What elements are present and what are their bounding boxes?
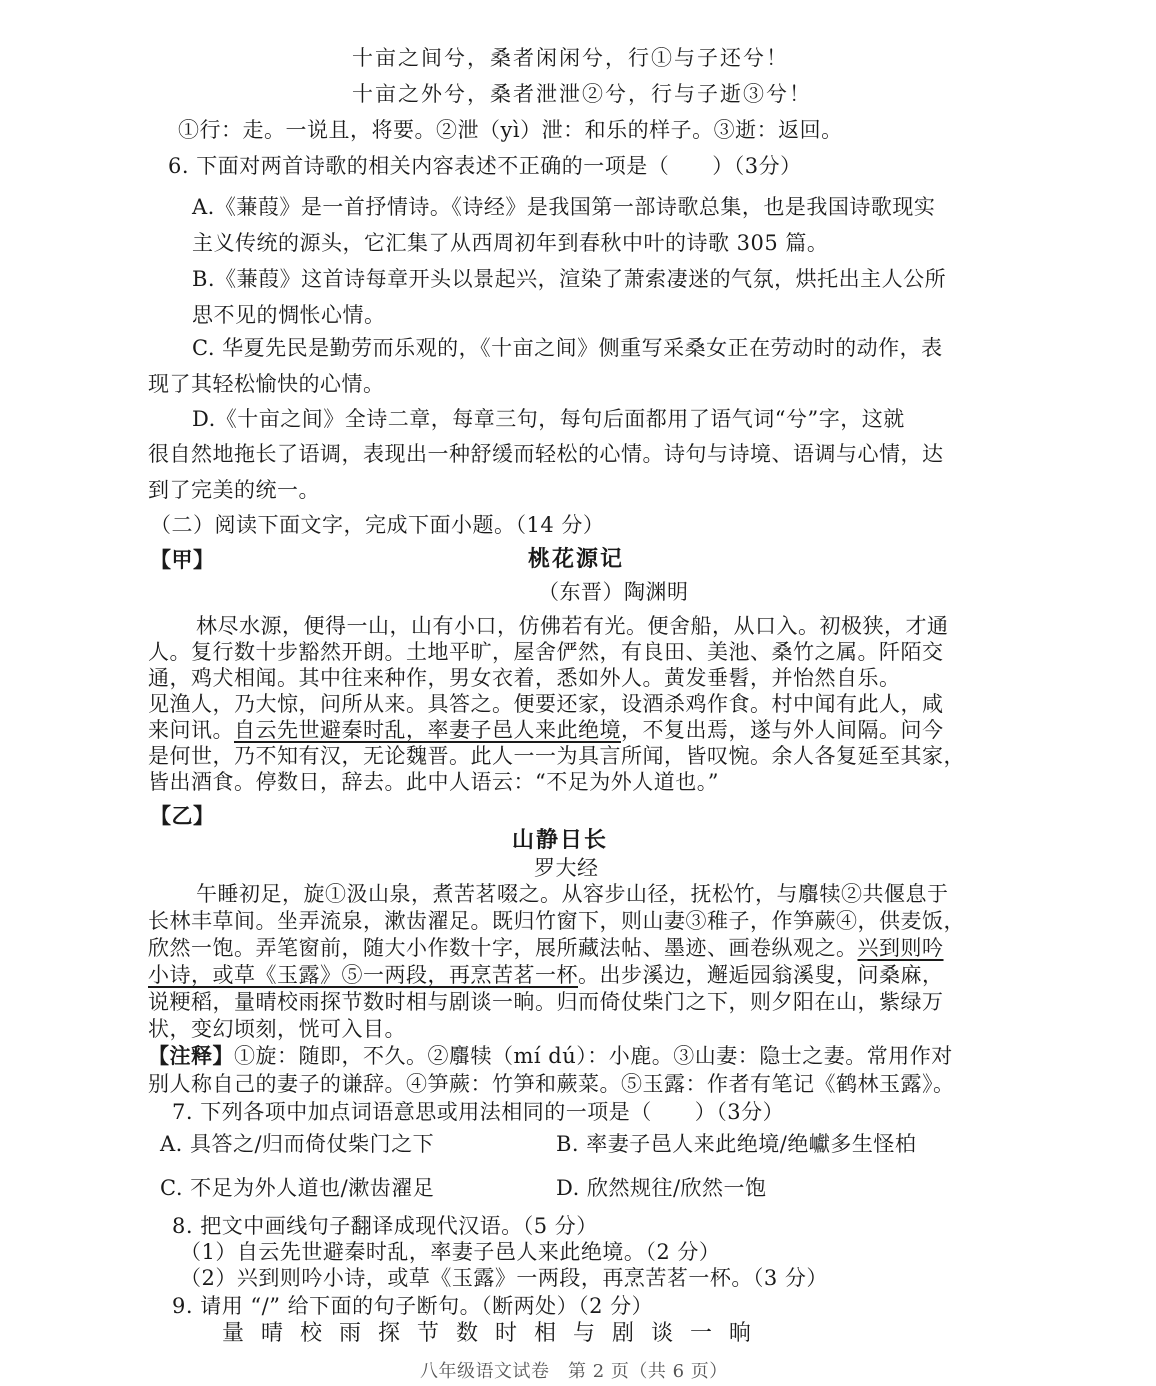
poem-notes: ①行：走。一说且，将要。②泄（yì）泄：和乐的样子。③逝：返回。 bbox=[178, 118, 843, 142]
q6-stem: 6. 下面对两首诗歌的相关内容表述不正确的一项是（ ）（3分） bbox=[168, 154, 802, 178]
q6-option-a-line1: A.《蒹葭》是一首抒情诗。《诗经》是我国第一部诗歌总集，也是我国诗歌现实 bbox=[192, 195, 936, 219]
q7-option-a: A. 具答之/归而倚仗柴门之下 bbox=[160, 1132, 435, 1156]
passage-yi-title: 山静日长 bbox=[512, 827, 609, 853]
passage-yi-line-5: 说粳稻，量晴校雨探节数时相与剧谈一晌。归而倚仗柴门之下，则夕阳在山，紫绿万 bbox=[148, 990, 944, 1014]
page-footer: 八年级语文试卷 第 2 页（共 6 页） bbox=[420, 1361, 728, 1382]
notes-label: 【注释】 bbox=[148, 1043, 234, 1068]
passage-jia-line-2: 人。复行数十步豁然开朗。土地平旷，屋舍俨然，有良田、美池、桑竹之属。阡陌交 bbox=[148, 640, 944, 664]
passage-jia-line-3: 通，鸡犬相闻。其中往来种作，男女衣着，悉如外人。黄发垂髫，并怡然自乐。 bbox=[148, 666, 901, 690]
q7-option-d: D. 欣然规往/欣然一饱 bbox=[556, 1176, 767, 1200]
passage-jia-line-5 bbox=[148, 716, 944, 744]
passage-yi-author: 罗大经 bbox=[534, 856, 599, 880]
passage-yi-underlined-start: 兴到则吟 bbox=[857, 936, 944, 960]
q6-option-b-line2: 思不见的惆怅心情。 bbox=[192, 303, 386, 327]
q6-option-d-line2: 很自然地拖长了语调，表现出一种舒缓而轻松的心情。诗句与诗境、语调与心情，达 bbox=[148, 442, 944, 466]
passage-jia-line-4: 见渔人，乃大惊，问所从来。具答之。便要还家，设酒杀鸡作食。村中闻有此人，咸 bbox=[148, 692, 944, 716]
q8-sentence-2: （2）兴到则吟小诗，或草《玉露》一两段，再烹苦茗一杯。（3 分） bbox=[180, 1266, 828, 1290]
q9-stem: 9. 请用 “/” 给下面的句子断句。（断两处）（2 分） bbox=[172, 1294, 654, 1318]
q6-option-b-line1: B.《蒹葭》这首诗每章开头以景起兴，渲染了萧索凄迷的气氛，烘托出主人公所 bbox=[192, 267, 947, 291]
poem-line-1: 十亩之间兮，桑者闲闲兮，行①与子还兮！ bbox=[352, 46, 789, 70]
q6-option-d-line3: 到了完美的统一。 bbox=[148, 478, 320, 502]
passage-jia-label: 【甲】 bbox=[150, 547, 215, 572]
q8-sentence-1: （1）自云先世避秦时乱，率妻子邑人来此绝境。（2 分） bbox=[180, 1240, 721, 1264]
passage-jia-line-6: 是何世，乃不知有汉，无论魏晋。此人一一为具言所闻，皆叹惋。余人各复延至其家， bbox=[148, 744, 965, 768]
q9-sentence: 量晴校雨探节数时相与剧谈一晌 bbox=[222, 1321, 769, 1346]
passage-jia-line-1: 林尽水源，便得一山，山有小口，仿佛若有光。便舍船，从口入。初极狭，才通 bbox=[196, 614, 949, 638]
q6-option-c-line2: 现了其轻松愉快的心情。 bbox=[148, 372, 385, 396]
passage-yi-underlined-end: 小诗，或草《玉露》⑤一两段，再烹苦茗一杯 bbox=[148, 963, 578, 987]
passage-jia-author: （东晋）陶渊明 bbox=[538, 580, 689, 604]
passage-jia-line-7: 皆出酒食。停数日，辞去。此中人语云：“不足为外人道也。” bbox=[148, 770, 719, 794]
passage-yi-line-2: 长林丰草间。坐弄流泉，漱齿濯足。既归竹窗下，则山妻③稚子，作笋蕨④，供麦饭， bbox=[148, 909, 965, 933]
q6-option-a-line2: 主义传统的源头，它汇集了从西周初年到春秋中叶的诗歌 305 篇。 bbox=[192, 231, 829, 255]
passage-yi-label: 【乙】 bbox=[150, 803, 215, 828]
part2-heading: （二）阅读下面文字，完成下面小题。（14 分） bbox=[150, 513, 605, 537]
passage-yi-line-3 bbox=[148, 934, 944, 962]
passage-jia-line-5-start: 来问讯。 bbox=[148, 718, 234, 742]
passage-yi-line-4-text: 。出步溪边，邂逅园翁溪叟，问桑麻， bbox=[578, 963, 944, 987]
q7-option-b: B. 率妻子邑人来此绝境/绝巘多生怪柏 bbox=[556, 1132, 917, 1156]
passage-jia-underlined-sentence: 自云先世避秦时乱，率妻子邑人来此绝境 bbox=[234, 718, 621, 742]
q7-option-c: C. 不足为外人道也/漱齿濯足 bbox=[160, 1176, 435, 1200]
passage-yi-line-3-text: 欣然一饱。弄笔窗前，随大小作数十字，展所藏法帖、墨迹、画卷纵观之。 bbox=[148, 936, 858, 960]
passage-yi-notes-line-1 bbox=[148, 1042, 953, 1070]
notes-text: ①旋：随即，不久。②麛犊（mí dú）：小鹿。③山妻：隐士之妻。常用作对 bbox=[234, 1044, 953, 1068]
q8-stem: 8. 把文中画线句子翻译成现代汉语。（5 分） bbox=[172, 1214, 598, 1238]
passage-yi-line-4 bbox=[148, 961, 944, 989]
poem-line-2: 十亩之外兮，桑者泄泄②兮，行与子逝③兮！ bbox=[352, 82, 812, 106]
passage-jia-title: 桃花源记 bbox=[528, 546, 625, 572]
passage-jia-line-5-end: ，不复出焉，遂与外人间隔。问今 bbox=[621, 718, 944, 742]
passage-yi-line-1: 午睡初足，旋①汲山泉，煮苦茗啜之。从容步山径，抚松竹，与麛犊②共偃息于 bbox=[196, 882, 949, 906]
q6-option-d-line1: D.《十亩之间》全诗二章，每章三句，每句后面都用了语气词“兮”字，这就 bbox=[192, 407, 905, 431]
q7-stem: 7. 下列各项中加点词语意思或用法相同的一项是（ ）（3分） bbox=[172, 1100, 785, 1124]
q6-option-c-line1: C. 华夏先民是勤劳而乐观的，《十亩之间》侧重写采桑女正在劳动时的动作，表 bbox=[192, 336, 943, 360]
passage-yi-line-6: 状，变幻顷刻，恍可入目。 bbox=[148, 1017, 406, 1041]
passage-yi-notes-line-2: 别人称自己的妻子的谦辞。④笋蕨：竹笋和蕨菜。⑤玉露：作者有笔记《鹤林玉露》。 bbox=[148, 1072, 955, 1096]
